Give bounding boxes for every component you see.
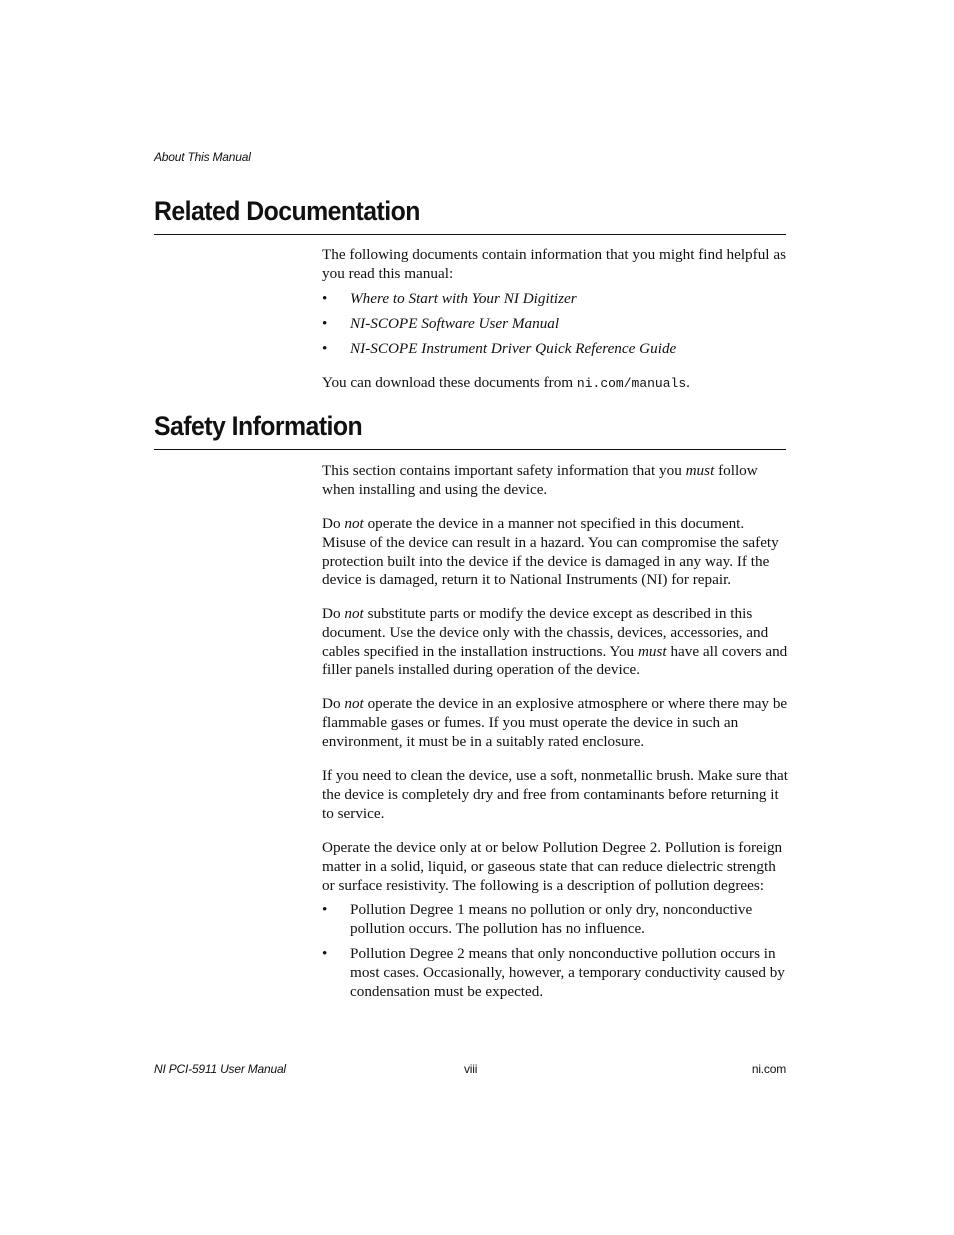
- running-head: About This Manual: [154, 150, 251, 164]
- bullet: •: [322, 315, 328, 332]
- document-title: NI-SCOPE Software User Manual: [350, 315, 560, 332]
- download-paragraph: [322, 374, 788, 394]
- bullet: •: [322, 340, 328, 357]
- text-run: follow when installing and using the device.: [322, 462, 758, 498]
- safety-paragraph-4: [322, 695, 788, 751]
- pollution-degree-text: Pollution Degree 2 means that only nonconductive pollution occurs in most cases. Occasionally, however, a temporary conductivity caused by condensation must be expected.: [350, 945, 785, 1000]
- download-prefix: You can download these documents from: [322, 374, 577, 391]
- emphasis: not: [344, 695, 364, 712]
- heading-related-documentation: Related Documentation: [154, 196, 420, 226]
- related-intro: The following documents contain information that you might find helpful as you read this manual:: [322, 246, 786, 282]
- safety-paragraph-1: [322, 462, 788, 500]
- text-run: have all covers and filler panels installed during operation of the device.: [322, 642, 788, 679]
- safety-paragraph-2: [322, 515, 788, 590]
- safety-paragraph-6: Operate the device only at or below Pollution Degree 2. Pollution is foreign matter in a solid, liquid, or gaseous state that can reduce dielectric strength or surface resistivity. The following is a description of pollution degrees:: [322, 839, 783, 894]
- download-suffix: .: [686, 374, 690, 391]
- manuals-link[interactable]: ni.com/manuals: [576, 376, 687, 391]
- safety-paragraph-3: [322, 605, 788, 680]
- heading-rule: [154, 234, 786, 235]
- document-title: NI-SCOPE Instrument Driver Quick Reference Guide: [350, 340, 677, 357]
- bullet: •: [322, 945, 328, 962]
- emphasis: not: [344, 515, 364, 532]
- bullet: •: [322, 901, 328, 918]
- text-run: Do: [322, 515, 345, 532]
- text-run: This section contains important safety information that you: [322, 462, 686, 479]
- footer-page-number: viii: [464, 1062, 478, 1076]
- heading-rule: [154, 449, 786, 450]
- document-title: Where to Start with Your NI Digitizer: [350, 290, 577, 307]
- text-run: operate the device in an explosive atmosphere or where there may be flammable gases or fumes. If you must operate the device in such an environment, it must be in a suitably rated enclosure.: [322, 695, 788, 750]
- footer-manual-title: NI PCI-5911 User Manual: [154, 1062, 286, 1076]
- text-run: substitute parts or modify the device except as described in this document. Use the device only with the chassis, devices, accessories, and cables specified in the installation instructions. You: [322, 605, 769, 660]
- text-run: operate the device in a manner not specified in this document. Misuse of the device can result in a hazard. You can compromise the safety protection built into the device if the device is damaged in any way. If the device is damaged, return it to National Instruments (NI) for repair.: [322, 515, 779, 589]
- bullet: •: [322, 290, 328, 307]
- safety-paragraph-5: If you need to clean the device, use a soft, nonmetallic brush. Make sure that the device is completely dry and free from contaminants before returning it to service.: [322, 767, 789, 822]
- text-run: Do: [322, 695, 345, 712]
- pollution-degree-text: Pollution Degree 1 means no pollution or only dry, nonconductive pollution occurs. The pollution has no influence.: [350, 901, 753, 937]
- emphasis: not: [344, 605, 364, 622]
- heading-safety-information: Safety Information: [154, 411, 363, 441]
- emphasis: must: [685, 462, 715, 479]
- text-run: Do: [322, 605, 345, 622]
- emphasis: must: [637, 642, 667, 660]
- footer-website: ni.com: [751, 1062, 786, 1076]
